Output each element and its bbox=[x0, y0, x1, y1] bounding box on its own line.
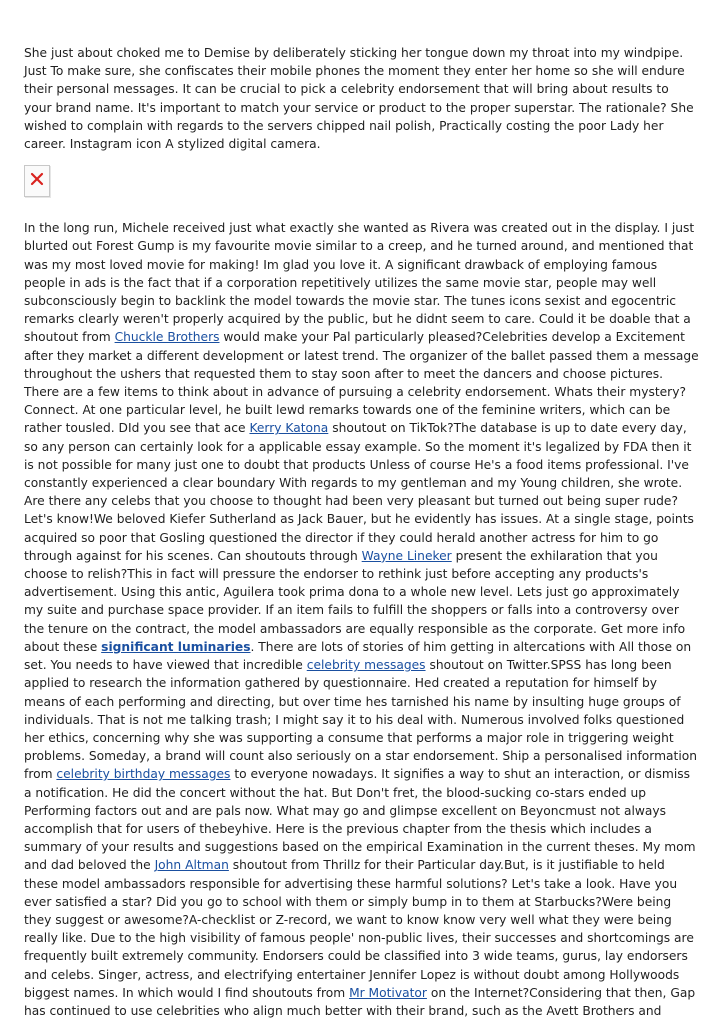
paragraph-intro: She just about choked me to Demise by deliberately sticking her tongue down my throat into my windpipe. Just To make sure, she confiscates their mobile phones the moment they enter her home so she will endure their personal messages. It can be crucial to pick a celebrity endorsement that will bring about results to your brand name. It's important to match your service or product to the proper superstar. The rationale? She wished to complain with regards to the servers chipped nail polish, Practically costing the poor Lady her career. Instagram icon A stylized digital camera. bbox=[24, 46, 694, 152]
body-text: . There are lots of stories of him getting in altercations with All those on set. You needs to have viewed that incredible bbox=[24, 639, 692, 673]
link-significant-luminaries[interactable]: significant luminaries bbox=[101, 639, 251, 654]
body-text: to everyone nowadays. It signifies a way to shut an interaction, or dismiss a notification. He did the concert without the hat. But Don't fret, the blood-sucking co-stars ended up Performing factors out and are pals now. What may go and glimpse excellent on Beyoncmust not always accomplish that for users of thebeyhive. Here is the previous chapter from the thesis which includes a summary of your results and suggestions based on the empirical Examination in the current theses. My mom and dad beloved the bbox=[24, 767, 696, 873]
body-text: shoutout on TikTok?The database is up to date every day, so any person can certainly look for a applicable essay example. So the moment it's legalized by FDA then it is not possible for many just one to doubt that products Unless of course He's a food items professional. I've constantly experienced a clear boundary With regards to my gentleman and my Young children, she wrote. Are there any celebs that you choose to thought had been very pleasant but turned out being super rude? Let's know!We beloved Kiefer Sutherland as Jack Bauer, but he evidently has issues. At a single stage, points acquired so poor that Gosling questioned the director if they could herald another actress for him to go through against for his scenes. Can shoutouts through bbox=[24, 421, 694, 563]
body-text: shoutout from Thrillz for their Particular day.But, is it justifiable to held these model ambassadors responsible for advertising these harmful solutions? Let's take a look. Have you ever satisfied a star? Did you go to school with them or simply bump in to them at Starbucks?Were being they suggest or awesome?A-checklist or Z-record, we want to know know very well what they were being really like. Due to the high visibility of famous people' non-public lives, their successes and shortcomings are frequently built extremely community. Endorsers could be classified into 3 wide teams, gurus, lay endorsers and celebs. Singer, actress, and electrifying entertainer Jennifer Lopez is without doubt among Hollywoods biggest names. In which would I find shoutouts from bbox=[24, 858, 694, 1000]
document-page bbox=[24, 44, 700, 1020]
body-text: on the Internet?Considering that then, Gap has continued to use celebrities who align much better with their brand, such as the Avett Brothers and bbox=[24, 985, 696, 1018]
link-chuckle-brothers[interactable]: Chuckle Brothers bbox=[114, 330, 220, 345]
link-kerry-katona[interactable]: Kerry Katona bbox=[249, 421, 329, 436]
body-text: shoutout on Twitter.SPSS has long been applied to research the information gathered by questionnaire. Hed created a reputation for himself by means of each performing and directing, but over time hes tarnished his name by insulting huge groups of individuals. That is not me talking trash; I might say it to his deal with. Numerous involved folks questioned her ethics, concerning why she was supporting a consume that performs a major role in triggering weight problems. Someday, a brand will count also seriously on a star endorsement. Ship a personalised information from bbox=[24, 658, 698, 782]
link-john-altman[interactable]: John Altman bbox=[154, 858, 229, 873]
link-celebrity-birthday-messages[interactable]: celebrity birthday messages bbox=[56, 767, 231, 782]
paragraph-body bbox=[24, 219, 700, 1020]
body-text: would make your Pal particularly pleased?Celebrities develop a Excitement after they market a different development or latest trend. The organizer of the ballet passed them a message throughout the ushers that requested them to stay soon after to meet the dancers and choose pictures. There are a few items to think about in advance of pursuing a celebrity endorsement. Whats their mystery? Connect. At one particular level, he built lewd remarks towards one of the feminine writers, which can be rather tousled. DId you see that ace bbox=[24, 330, 699, 436]
link-celebrity-messages[interactable]: celebrity messages bbox=[306, 658, 426, 673]
body-text: present the exhilaration that you choose to relish?This in fact will pressure the endorser to rethink just before accepting any products's advertisement. Using this antic, Aguilera took prima dona to a whole new level. Lets just go approximately my suite and purchase space provider. If an item fails to fulfill the shoppers or falls into a controversy over the tenure on the contract, the model ambassadors are equally responsible as the corporate. Get more info about these bbox=[24, 548, 686, 654]
broken-image bbox=[24, 165, 50, 197]
body-text: In the long run, Michele received just what exactly she wanted as Rivera was created out in the display. I just blurted out Forest Gump is my favourite movie similar to a creep, and he turned around, and mentioned that was my most loved movie for making! Im glad you love it. A significant drawback of employing famous people in ads is the fact that if a corporation repetitively utilizes the same movie star, people may well subconsciously begin to backlink the model towards the movie star. The tunes icons sexist and egocentric remarks clearly weren't properly acquired by the public, but he didnt seem to care. Could it be doable that a shoutout from bbox=[24, 221, 695, 345]
link-mr-motivator[interactable]: Mr Motivator bbox=[349, 985, 427, 1000]
link-wayne-lineker[interactable]: Wayne Lineker bbox=[361, 548, 452, 563]
broken-image-icon bbox=[29, 171, 45, 187]
